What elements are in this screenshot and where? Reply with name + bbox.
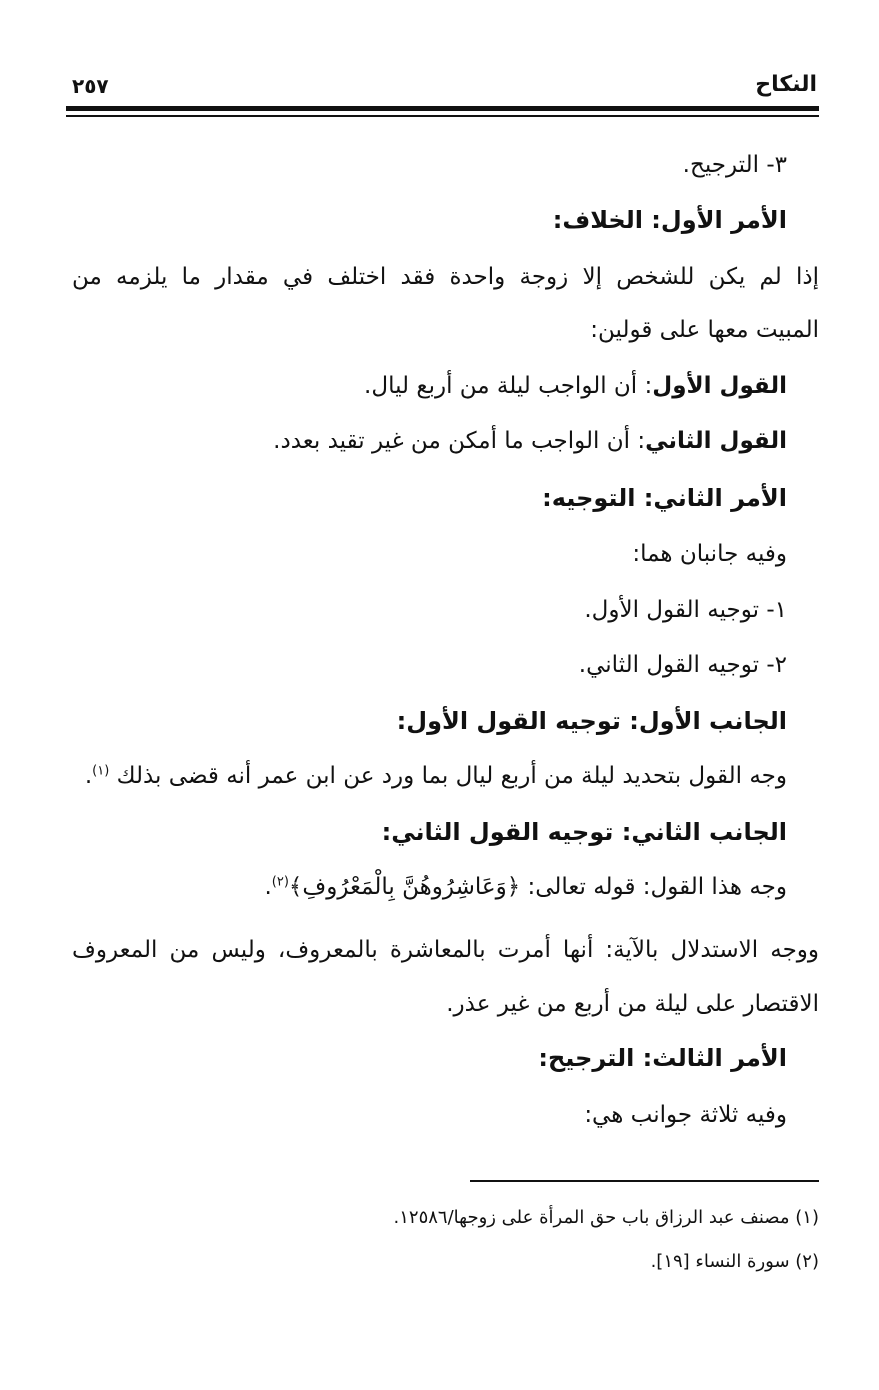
paragraph-line (264, 869, 787, 905)
sentence-end: . (84, 763, 93, 789)
paragraph-line: وفيه جانبان هما: (632, 541, 787, 567)
section-heading-3: الأمر الثالث: الترجيح: (538, 1044, 787, 1072)
subsection-heading-2: الجانب الثاني: توجيه القول الثاني: (381, 818, 787, 846)
subsection-heading-1: الجانب الأول: توجيه القول الأول: (396, 707, 787, 735)
footnote-separator (470, 1180, 819, 1182)
footnote-2: (٢) سورة النساء [١٩]. (650, 1251, 819, 1272)
header-rule-thin (66, 115, 819, 117)
sentence-end: . (264, 874, 272, 900)
opinion-1-text: : أن الواجب ليلة من أربع ليال. (364, 373, 653, 399)
paragraph-text: وجه القول بتحديد ليلة من أربع ليال بما ورد عن ابن عمر أنه قضى بذلك (116, 763, 787, 789)
paragraph-line: إذا لم يكن للشخص إلا زوجة واحدة فقد اختلف في مقدار ما يلزمه من (72, 264, 819, 290)
list-item-3: ٣- الترجيح. (682, 152, 787, 178)
running-header (68, 70, 819, 100)
header-rule-thick (66, 106, 819, 111)
opinion-1 (364, 368, 787, 404)
list-item-1: ١- توجيه القول الأول. (584, 597, 787, 623)
paragraph-line: ووجه الاستدلال بالآية: أنها أمرت بالمعاشرة بالمعروف، وليس من المعروف (72, 937, 819, 963)
opinion-2-label: القول الثاني (645, 428, 787, 454)
paragraph-line: المبيت معها على قولين: (590, 317, 819, 343)
list-item-2: ٢- توجيه القول الثاني. (578, 652, 787, 678)
paragraph-line: الاقتصار على ليلة من أربع من غير عذر. (446, 991, 819, 1017)
chapter-title: النكاح (755, 72, 817, 97)
opinion-2 (273, 423, 787, 459)
footnote-ref-2: (٢) (271, 874, 289, 890)
opinion-1-label: القول الأول (652, 373, 787, 399)
paragraph-line (85, 758, 787, 794)
quran-verse-line: وجه هذا القول: قوله تعالى: ﴿وَعَاشِرُوهُنَّ بِالْمَعْرُوفِ﴾ (288, 874, 787, 900)
paragraph-line: وفيه ثلاثة جوانب هي: (584, 1102, 787, 1128)
footnote-1: (١) مصنف عبد الرزاق باب حق المرأة على زوجها/١٢٥٨٦. (393, 1207, 819, 1228)
footnote-ref-1: (١) (92, 763, 110, 779)
section-heading-2: الأمر الثاني: التوجيه: (542, 484, 787, 512)
section-heading-1: الأمر الأول: الخلاف: (552, 206, 787, 234)
opinion-2-text: : أن الواجب ما أمكن من غير تقيد بعدد. (273, 428, 646, 454)
page-number: ٢٥٧ (72, 74, 109, 98)
